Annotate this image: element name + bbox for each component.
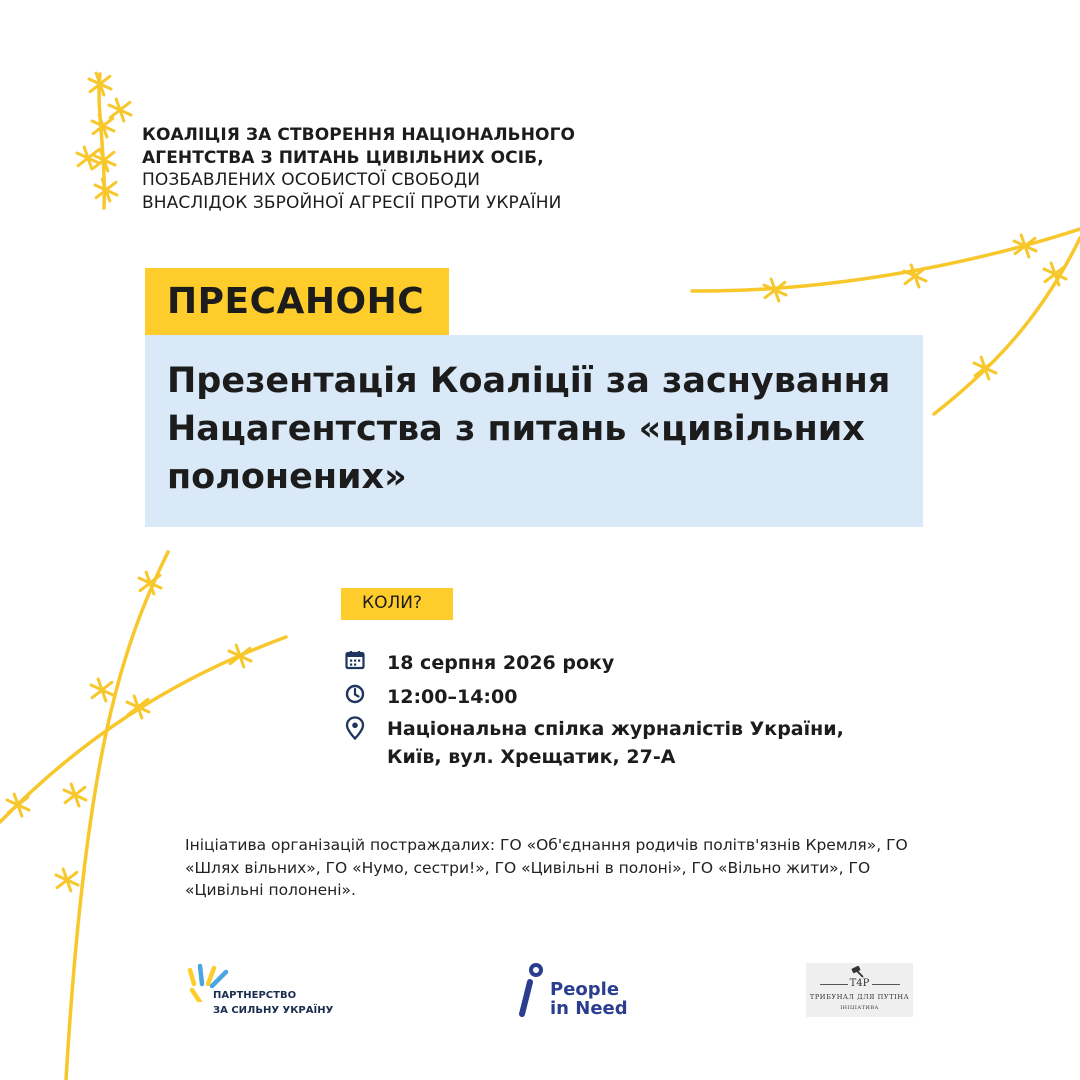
barb-mark bbox=[8, 797, 28, 812]
header-line-2: АГЕНТСТВА З ПИТАНЬ ЦИВІЛЬНИХ ОСІБ, bbox=[142, 147, 544, 168]
press-announcement-label: ПРЕСАНОНС bbox=[167, 281, 425, 322]
tribunal-for-putin-logo bbox=[806, 963, 913, 1017]
event-time: 12:00–14:00 bbox=[387, 686, 518, 708]
partnership-name-line-2: ЗА СИЛЬНУ УКРАЇНУ bbox=[213, 1005, 334, 1016]
t4p-rule-left bbox=[820, 984, 848, 985]
partnership-name-line-1: ПАРТНЕРСТВО bbox=[213, 990, 297, 1001]
barb-mark bbox=[110, 102, 130, 117]
coalition-header bbox=[142, 124, 575, 214]
when-label: КОЛИ? bbox=[362, 593, 422, 613]
barb-mark bbox=[975, 360, 995, 375]
t4p-rule-right bbox=[872, 984, 900, 985]
people-in-need-line-2: in Need bbox=[550, 998, 628, 1019]
t4p-name: ТРИБУНАЛ ДЛЯ ПУТІНА bbox=[809, 993, 910, 1001]
when-tag bbox=[341, 588, 453, 620]
barb-mark bbox=[57, 872, 77, 887]
t4p-abbreviation: T4P bbox=[849, 978, 870, 989]
wire-left-a bbox=[66, 552, 168, 1080]
event-title: Презентація Коаліції за заснування Нацагентства з питань «цивільних полонених» bbox=[167, 361, 891, 497]
header-line-1: КОАЛІЦІЯ ЗА СТВОРЕННЯ НАЦІОНАЛЬНОГО bbox=[142, 125, 576, 145]
event-place-line-2: Київ, вул. Хрещатик, 27-А bbox=[387, 746, 676, 768]
location-pin-icon bbox=[345, 716, 365, 740]
wire-top-right-b bbox=[934, 238, 1080, 414]
barb-mark bbox=[93, 118, 113, 133]
t4p-subtitle: ІНІЦІАТИВА bbox=[840, 1005, 879, 1011]
barb-mark bbox=[96, 182, 116, 197]
barb-mark bbox=[230, 648, 250, 663]
header-line-4: ВНАСЛІДОК ЗБРОЙНОЇ АГРЕСІЇ ПРОТИ УКРАЇНИ bbox=[142, 192, 562, 213]
press-announcement-tag bbox=[145, 268, 449, 336]
clock-icon bbox=[345, 684, 365, 704]
partnership-logo bbox=[186, 960, 356, 1020]
barb-mark bbox=[65, 787, 85, 802]
barb-mark bbox=[92, 682, 112, 697]
people-in-need-logo bbox=[516, 962, 636, 1022]
initiative-footnote: Ініціатива організацій постраждалих: ГО «Об'єднання родичів політв'язнів Кремля», ГО «Шлях вільних», ГО «Нумо, сестри!», ГО «Цивільні в полоні», ГО «Вільно жити», ГО «Цивільні полонені». bbox=[185, 836, 908, 899]
gavel-icon bbox=[850, 966, 866, 978]
barb-mark bbox=[78, 150, 98, 165]
people-in-need-line-1: People bbox=[550, 979, 620, 1000]
header-line-3: ПОЗБАВЛЕНИХ ОСОБИСТОЇ СВОБОДИ bbox=[142, 170, 481, 190]
people-in-need-mark-icon bbox=[516, 962, 546, 1018]
calendar-icon bbox=[345, 650, 365, 670]
event-date: 18 серпня 2026 року bbox=[387, 652, 615, 674]
event-place-line-1: Національна спілка журналістів України, bbox=[387, 718, 844, 740]
title-box bbox=[145, 335, 923, 527]
